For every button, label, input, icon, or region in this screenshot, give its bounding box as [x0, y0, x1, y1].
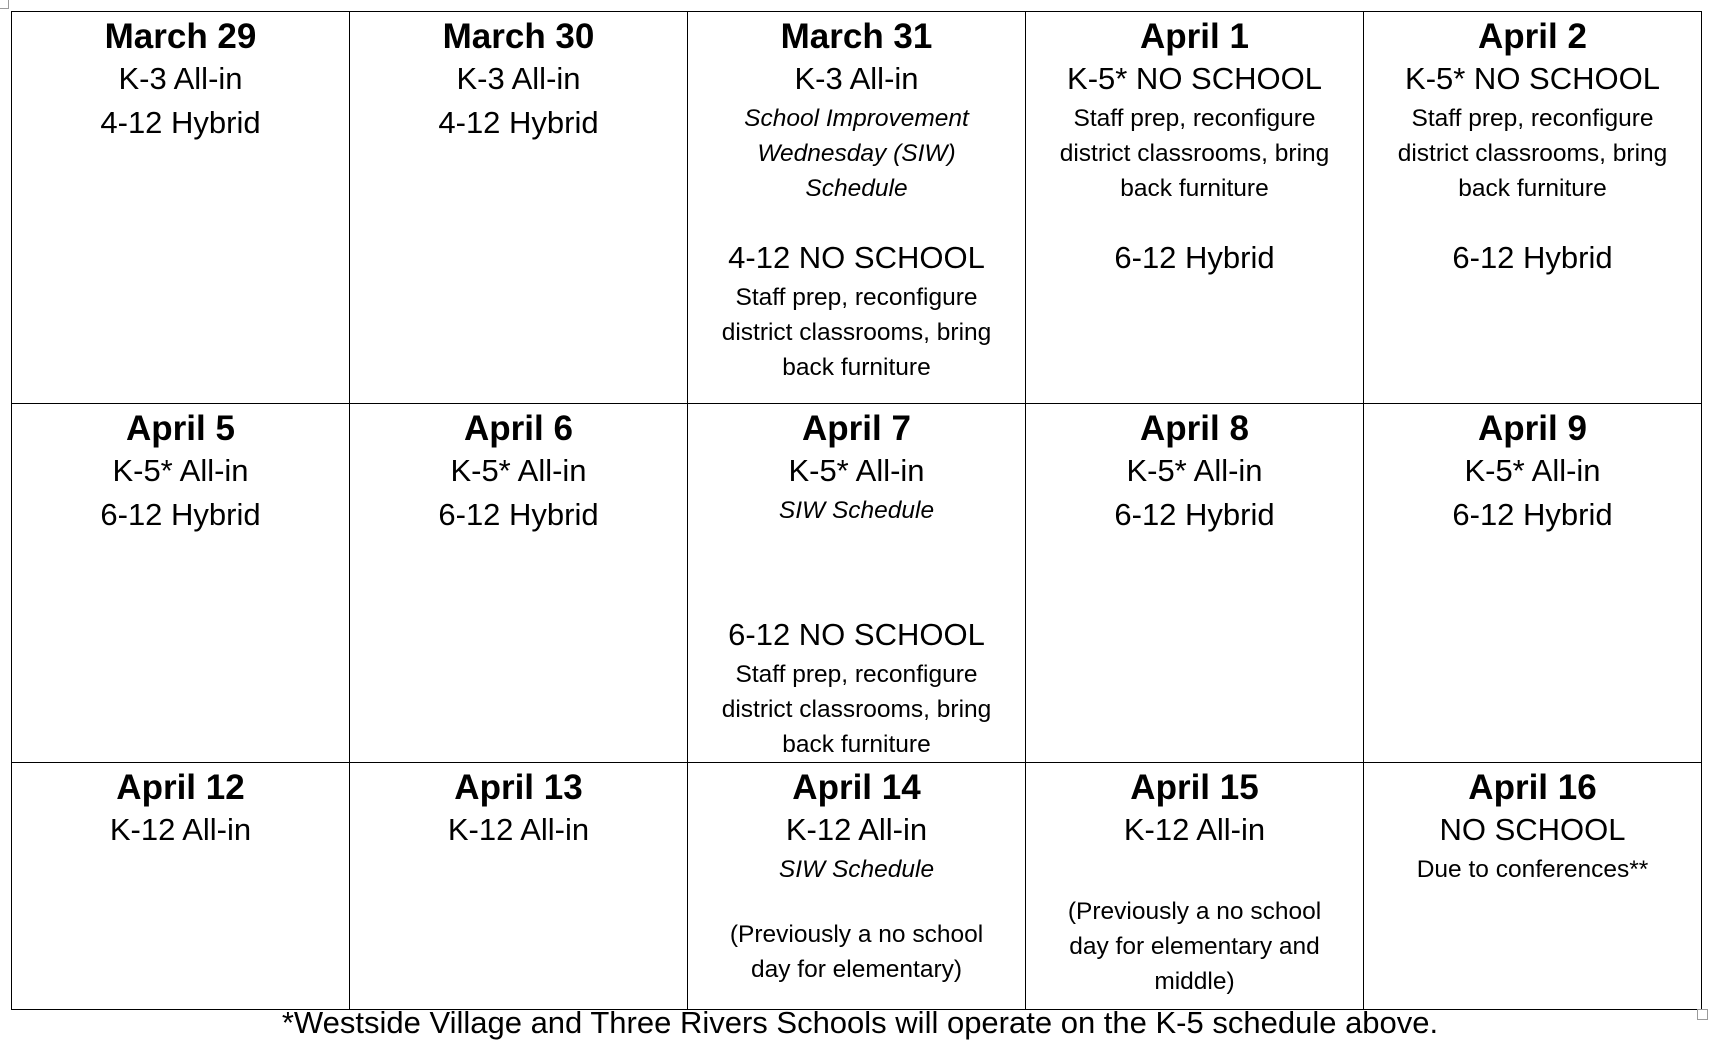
- day-date: March 29: [104, 17, 257, 56]
- day-schedule-line: K-12 All-in: [1123, 812, 1266, 847]
- calendar-week-row: [12, 404, 1702, 763]
- day-note: (Previously a no school day for elementary and middle): [1067, 898, 1322, 995]
- page-corner-mark: [0, 0, 9, 9]
- day-date: March 30: [442, 17, 595, 56]
- day-schedule-line: 6-12 Hybrid: [438, 497, 599, 532]
- footnote: *Westside Village and Three Rivers Schools will operate on the K-5 schedule above.: [281, 1005, 1439, 1040]
- calendar-day-cell: [688, 404, 1026, 763]
- day-schedule-line: K-5* NO SCHOOL: [1405, 61, 1660, 96]
- day-date: April 15: [1130, 768, 1259, 807]
- day-schedule-line: K-5* All-in: [450, 453, 587, 488]
- day-date: April 1: [1140, 17, 1249, 56]
- day-note: Staff prep, reconfigure district classrooms, bring back furniture: [1059, 105, 1330, 202]
- day-schedule-line: 4-12 Hybrid: [100, 105, 261, 140]
- day-schedule-line: K-5* All-in: [1464, 453, 1601, 488]
- day-schedule-line: K-12 All-in: [447, 812, 590, 847]
- day-date: April 6: [464, 409, 573, 448]
- calendar-day-cell: [350, 404, 688, 763]
- calendar-day-cell: [12, 763, 350, 1010]
- day-date: April 12: [116, 768, 245, 807]
- day-schedule-line: 6-12 Hybrid: [1114, 497, 1275, 532]
- calendar-day-cell: [12, 404, 350, 763]
- calendar-day-cell: [350, 763, 688, 1010]
- day-schedule-type: SIW Schedule: [778, 497, 935, 524]
- day-note: Staff prep, reconfigure district classrooms, bring back furniture: [1397, 105, 1668, 202]
- calendar-week-row: [12, 763, 1702, 1010]
- day-schedule-line: 6-12 Hybrid: [100, 497, 261, 532]
- day-schedule-line: 6-12 Hybrid: [1114, 240, 1275, 275]
- day-schedule-type: SIW Schedule: [778, 856, 935, 883]
- day-schedule-line: 4-12 NO SCHOOL: [728, 240, 985, 275]
- day-schedule-line: K-3 All-in: [456, 61, 581, 96]
- day-note: Due to conferences**: [1416, 856, 1649, 883]
- day-schedule-type: School Improvement Wednesday (SIW) Schedule: [744, 105, 969, 202]
- calendar-day-cell: [1026, 404, 1364, 763]
- day-note: (Previously a no school day for elementary): [729, 921, 984, 983]
- day-schedule-line: K-3 All-in: [794, 61, 919, 96]
- day-schedule-line: 6-12 Hybrid: [1452, 240, 1613, 275]
- day-date: April 14: [792, 768, 921, 807]
- day-date: April 13: [454, 768, 583, 807]
- calendar-day-cell: [350, 12, 688, 404]
- day-date: April 9: [1478, 409, 1587, 448]
- calendar-day-cell: [12, 12, 350, 404]
- day-schedule-line: K-12 All-in: [109, 812, 252, 847]
- schedule-calendar-table: [11, 11, 1702, 1010]
- calendar-day-cell: [1364, 763, 1702, 1010]
- day-schedule-line: K-5* All-in: [1126, 453, 1263, 488]
- day-date: April 2: [1478, 17, 1587, 56]
- calendar-day-cell: [1364, 12, 1702, 404]
- day-schedule-line: 4-12 Hybrid: [438, 105, 599, 140]
- day-date: March 31: [780, 17, 933, 56]
- day-date: April 5: [126, 409, 235, 448]
- day-note: Staff prep, reconfigure district classrooms, bring back furniture: [721, 661, 992, 758]
- day-date: April 7: [802, 409, 911, 448]
- calendar-day-cell: [1364, 404, 1702, 763]
- day-schedule-line: K-3 All-in: [118, 61, 243, 96]
- day-date: April 8: [1140, 409, 1249, 448]
- day-schedule-line: 6-12 Hybrid: [1452, 497, 1613, 532]
- calendar-day-cell: [688, 12, 1026, 404]
- calendar-day-cell: [1026, 763, 1364, 1010]
- calendar-day-cell: [1026, 12, 1364, 404]
- day-date: April 16: [1468, 768, 1597, 807]
- day-schedule-line: K-5* NO SCHOOL: [1067, 61, 1322, 96]
- day-schedule-line: K-12 All-in: [785, 812, 928, 847]
- day-schedule-line: 6-12 NO SCHOOL: [728, 617, 985, 652]
- day-schedule-line: K-5* All-in: [788, 453, 925, 488]
- day-schedule-line: NO SCHOOL: [1439, 812, 1626, 847]
- day-note: Staff prep, reconfigure district classrooms, bring back furniture: [721, 284, 992, 381]
- calendar-week-row: [12, 12, 1702, 404]
- calendar-day-cell: [688, 763, 1026, 1010]
- day-schedule-line: K-5* All-in: [112, 453, 249, 488]
